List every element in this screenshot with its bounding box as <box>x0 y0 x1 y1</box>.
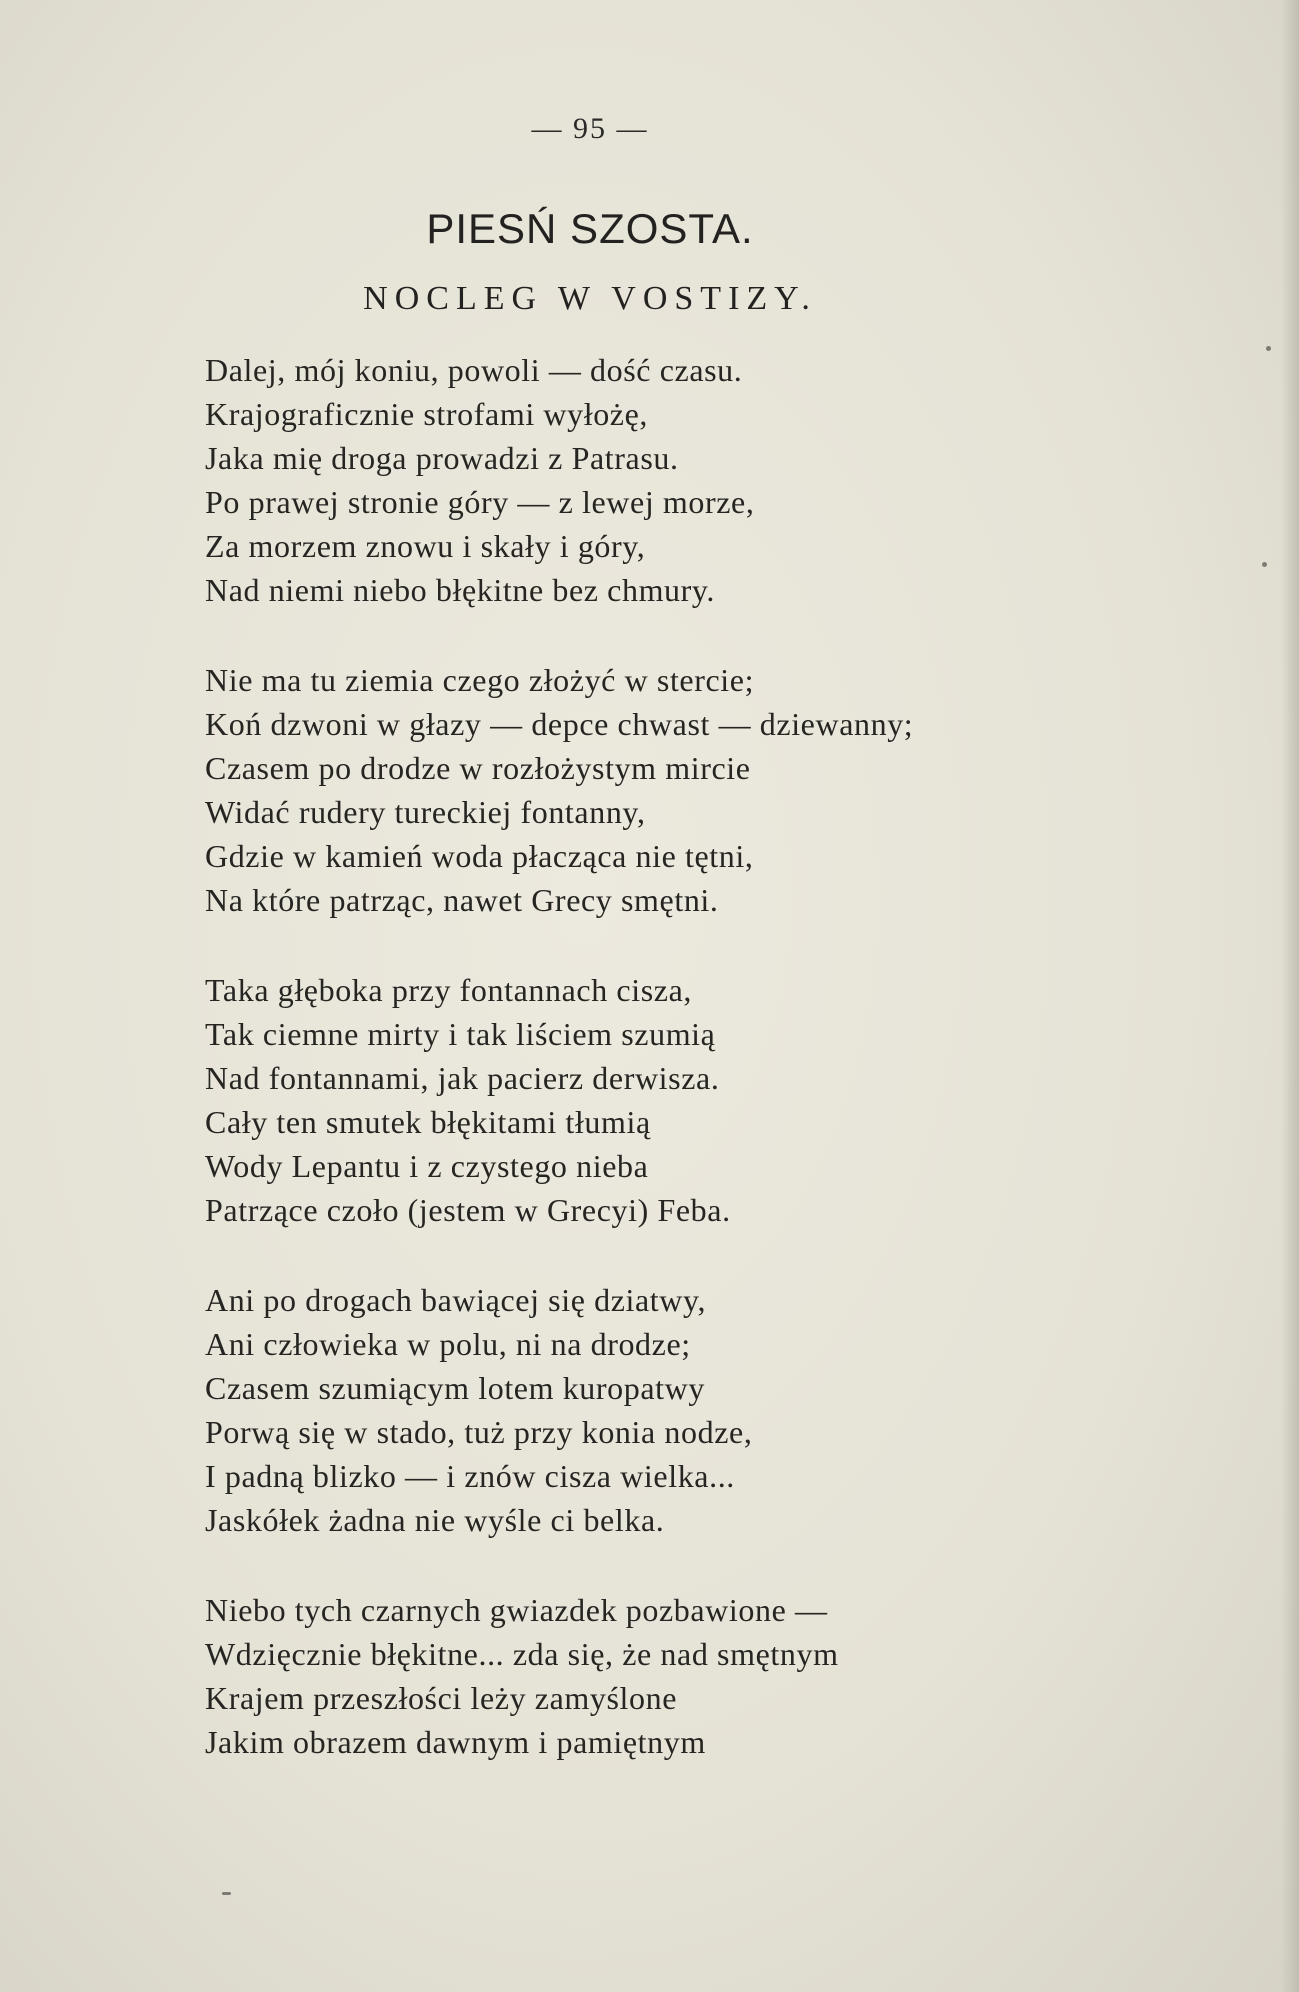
paper-speck <box>1266 346 1271 351</box>
verse-line: Wody Lepantu i z czystego nieba <box>205 1148 649 1184</box>
verse-line: Nad niemi niebo błękitne bez chmury. <box>205 572 716 608</box>
verse-line: Po prawej stronie góry — z lewej morze, <box>205 484 755 520</box>
verse-line: Nie ma tu ziemia czego złożyć w stercie; <box>205 662 755 698</box>
verse-line: Ani człowieka w polu, ni na drodze; <box>205 1326 691 1362</box>
verse-line: Dalej, mój koniu, powoli — dość czasu. <box>205 352 743 388</box>
verse-line: Czasem po drodze w rozłożystym mircie <box>205 750 751 786</box>
stanza-1 <box>205 348 1265 612</box>
verse-line: Nad fontannami, jak pacierz derwisza. <box>205 1060 720 1096</box>
verse-line: Porwą się w stado, tuż przy konia nodze, <box>205 1414 753 1450</box>
verse-line: Gdzie w kamień woda płacząca nie tętni, <box>205 838 754 874</box>
paper-speck <box>1262 562 1267 567</box>
stanza-4 <box>205 1278 1265 1542</box>
verse-line: Tak ciemne mirty i tak liściem szumią <box>205 1016 716 1052</box>
section-title: NOCLEG W VOSTIZY. <box>363 280 817 317</box>
verse-line: Widać rudery tureckiej fontanny, <box>205 794 646 830</box>
verse-line: Ani po drogach bawiącej się dziatwy, <box>205 1282 707 1318</box>
verse-line: Wdzięcznie błękitne... zda się, że nad smętnym <box>205 1636 839 1672</box>
page-edge-shadow <box>1281 0 1299 1992</box>
verse-line: Cały ten smutek błękitami tłumią <box>205 1104 651 1140</box>
verse-line: Patrzące czoło (jestem w Grecyi) Feba. <box>205 1192 731 1228</box>
stanza-5 <box>205 1588 1265 1764</box>
verse-line: Za morzem znowu i skały i góry, <box>205 528 646 564</box>
verse-line: Koń dzwoni w głazy — depce chwast — dziewanny; <box>205 706 914 742</box>
verse-line: Taka głęboka przy fontannach cisza, <box>205 972 692 1008</box>
paper-speck <box>222 1892 231 1895</box>
verse-line: Jakim obrazem dawnym i pamiętnym <box>205 1724 706 1760</box>
stanza-2 <box>205 658 1265 922</box>
page-number: — 95 — <box>531 112 649 145</box>
verse-line: Na które patrząc, nawet Grecy smętni. <box>205 882 719 918</box>
verse-line: Niebo tych czarnych gwiazdek pozbawione — <box>205 1592 828 1628</box>
verse-line: Krajograficznie strofami wyłożę, <box>205 396 649 432</box>
verse-line: Czasem szumiącym lotem kuropatwy <box>205 1370 705 1406</box>
verse-line: Jaskółek żadna nie wyśle ci belka. <box>205 1502 665 1538</box>
chapter-title: PIESŃ SZOSTA. <box>426 205 754 252</box>
poem-body <box>205 348 1265 1810</box>
verse-line: Jaka mię droga prowadzi z Patrasu. <box>205 440 679 476</box>
verse-line: Krajem przeszłości leży zamyślone <box>205 1680 678 1716</box>
verse-line: I padną blizko — i znów cisza wielka... <box>205 1458 735 1494</box>
stanza-3 <box>205 968 1265 1232</box>
